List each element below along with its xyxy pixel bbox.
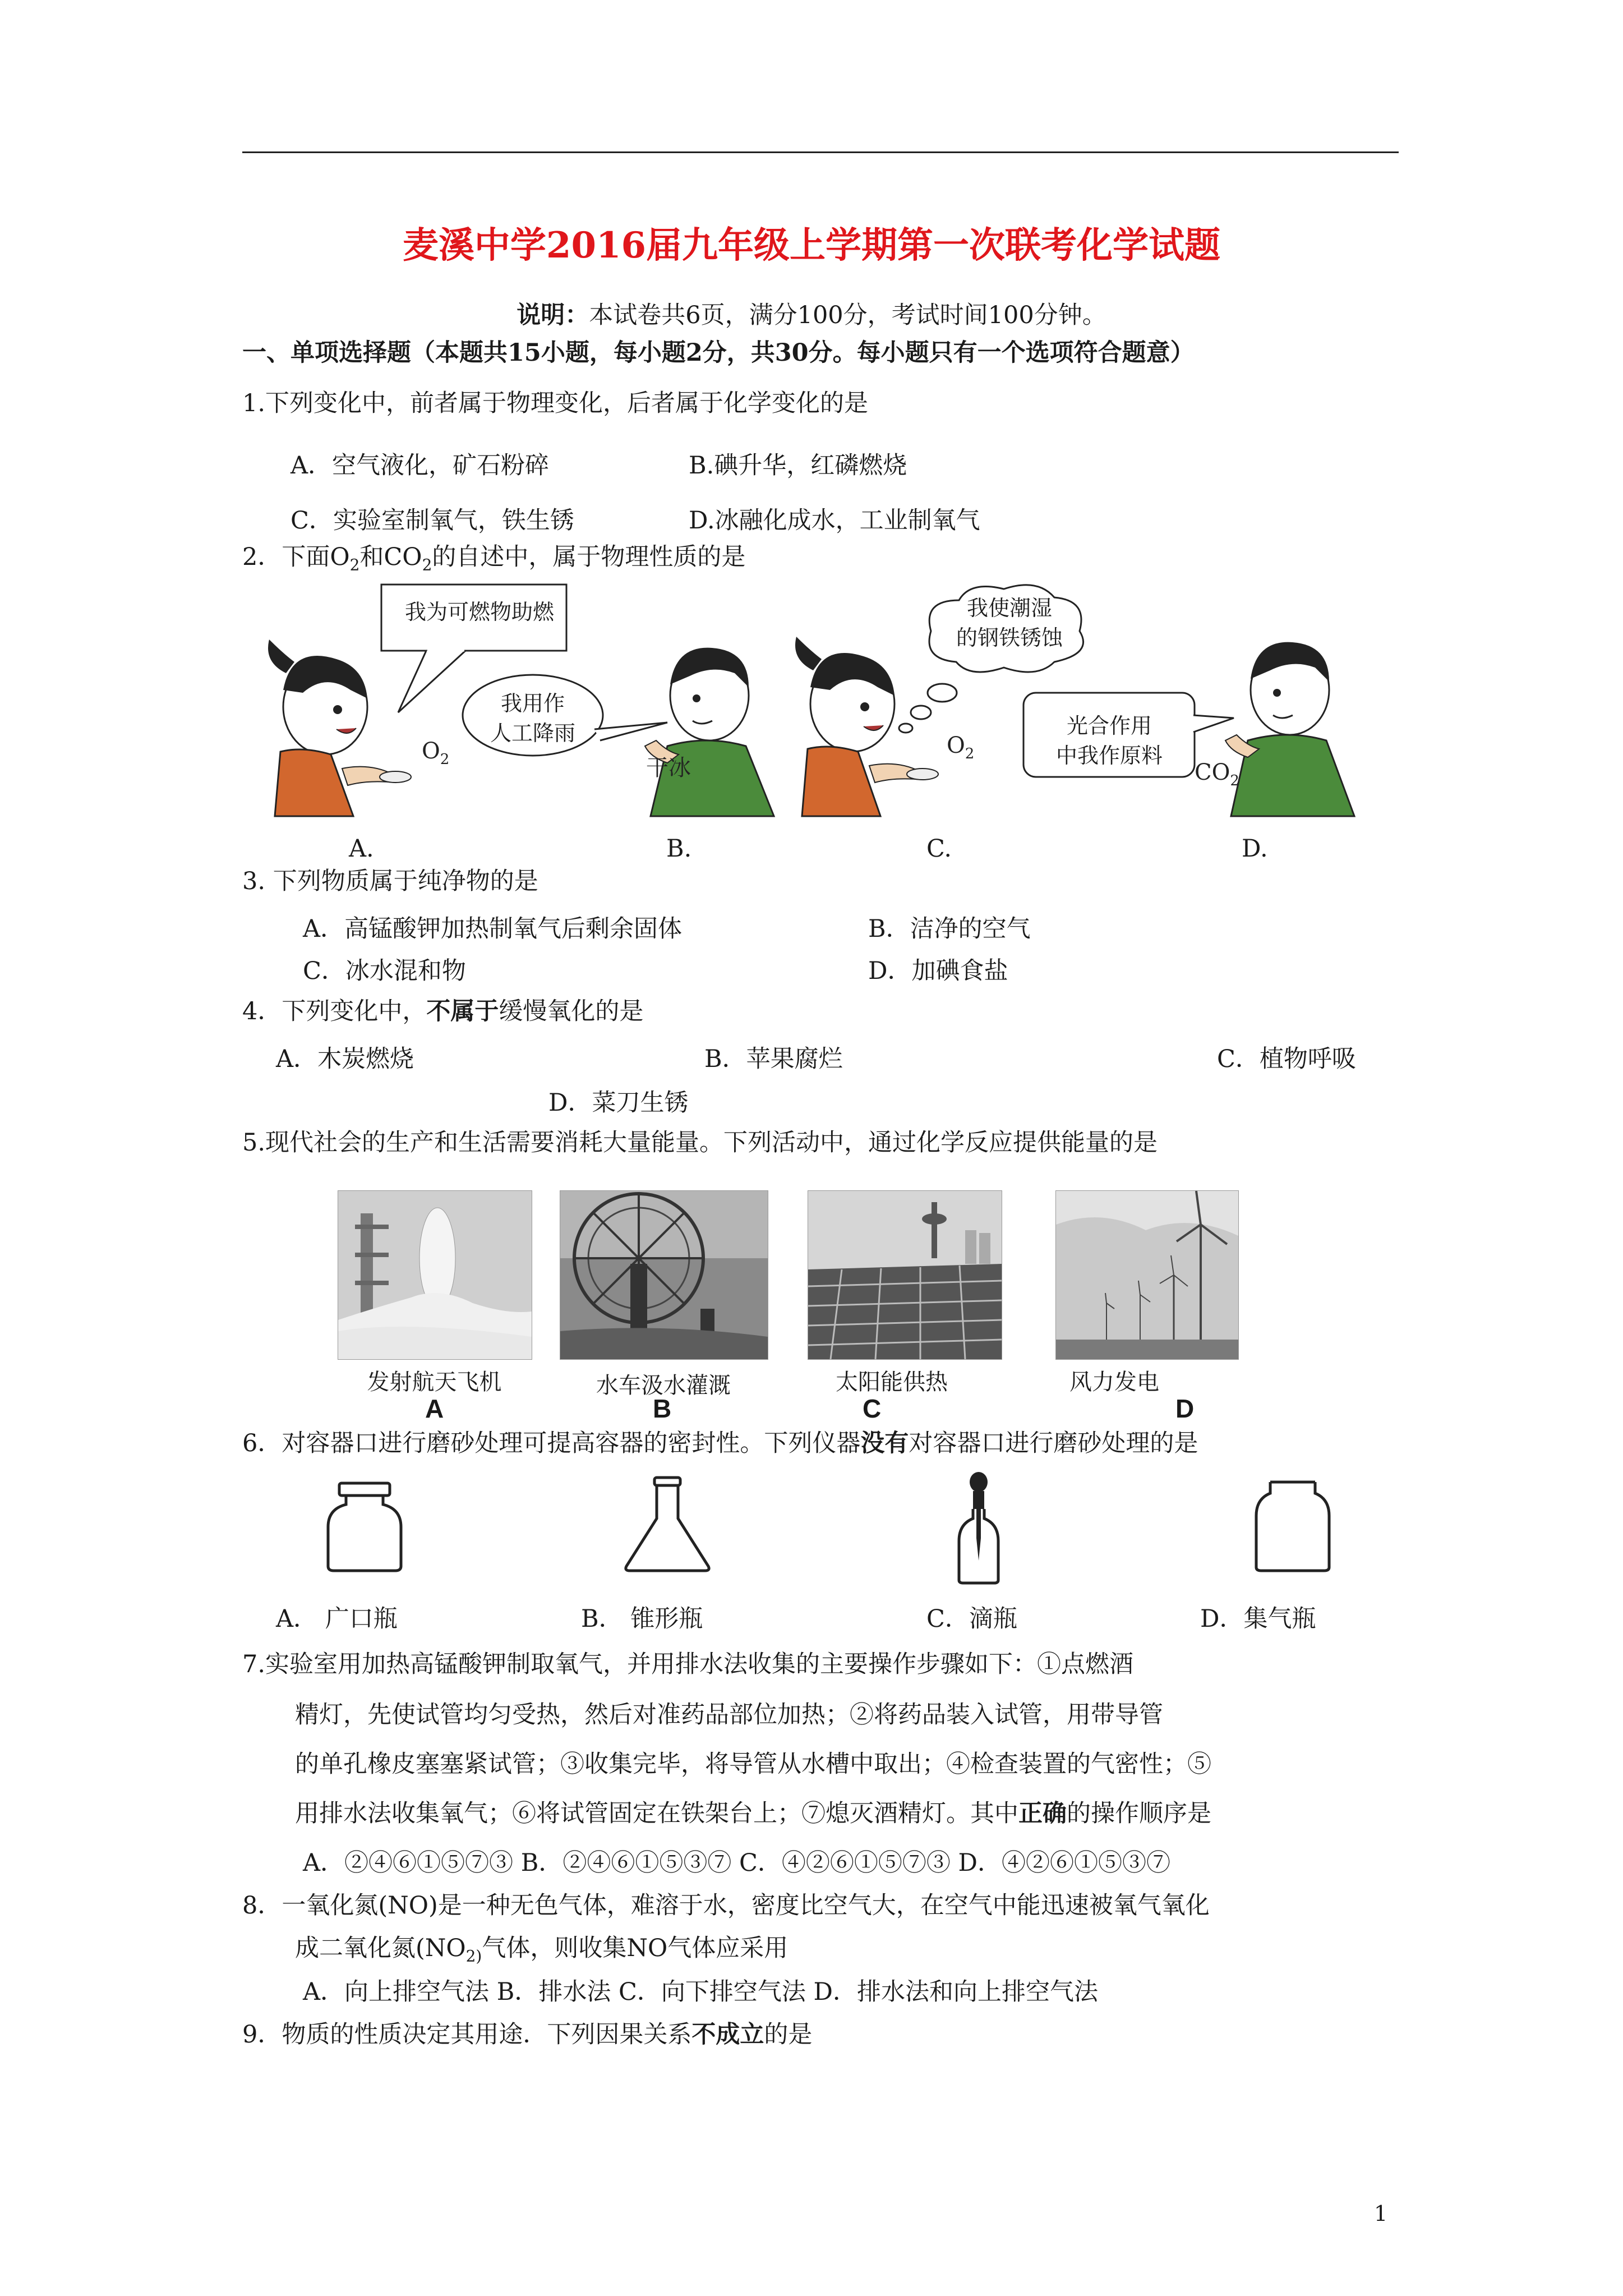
- q5-stem: 5.现代社会的生产和生活需要消耗大量能量。下列活动中，通过化学反应提供能量的是: [242, 1129, 1158, 1157]
- q3-option-b: B．洁净的空气: [868, 915, 1031, 943]
- q5-caption-c: 太阳能供热: [836, 1369, 948, 1395]
- q2-option-b: B.: [666, 835, 692, 863]
- q5-letter-d: D: [1175, 1394, 1195, 1423]
- q7-line-4: 用排水法收集氧气；⑥将试管固定在铁架台上；⑦熄灭酒精灯。其中正确的操作顺序是: [295, 1800, 1211, 1828]
- q8-line-2: 成二氧化氮($NO_{2)}$气体，则收集NO气体应采用: [295, 1934, 789, 1966]
- q3-option-d: D．加碘食盐: [868, 957, 1008, 985]
- q6-stem: 6．对容器口进行磨砂处理可提高容器的密封性。下列仪器没有对容器口进行磨砂处理的是: [242, 1429, 1198, 1457]
- boy-d-figure: [1225, 642, 1354, 816]
- q6-option-c: C．滴瓶: [926, 1605, 1017, 1633]
- q5-caption-b: 水车汲水灌溉: [596, 1373, 731, 1398]
- q7-line-3: 的单孔橡皮塞塞紧试管；③收集完毕，将导管从水槽中取出；④检查装置的气密性；⑤: [295, 1750, 1211, 1778]
- boy-b-figure: [645, 648, 774, 816]
- section-heading: 一、单项选择题（本题共15小题，每小题2分，共30分。每小题只有一个选项符合题意）: [242, 339, 1195, 367]
- gas-collecting-bottle-icon: [1256, 1482, 1329, 1571]
- exam-note: [0, 296, 1623, 330]
- label-dry-ice: 干冰: [646, 755, 691, 781]
- bubble-d-text: 光合作用 中我作原料: [1055, 714, 1163, 769]
- label-co2-d: $CO_2$: [1195, 760, 1239, 789]
- q5-letter-a: A: [425, 1394, 444, 1423]
- q8-line-1: 8．一氧化氮(NO)是一种无色气体，难溶于水，密度比空气大，在空气中能迅速被氧气氧化: [242, 1892, 1210, 1920]
- q1-option-b: B.碘升华，红磷燃烧: [689, 452, 907, 480]
- q7-options: A．②④⑥①⑤⑦③ B．②④⑥①⑤③⑦ C．④②⑥①⑤⑦③ D．④②⑥①⑤③⑦: [303, 1849, 1171, 1877]
- q3-option-c: C．冰水混和物: [303, 957, 466, 985]
- bubble-c-text: 我使潮湿 的钢铁锈蚀: [956, 596, 1063, 651]
- label-o2-c: $O_2$: [947, 733, 975, 762]
- note-text: 本试卷共6页，满分100分，考试时间100分钟。: [589, 301, 1106, 329]
- page-title: 麦溪中学2016届九年级上学期第一次联考化学试题: [402, 224, 1221, 266]
- q2-option-d: D.: [1242, 835, 1268, 863]
- q6-glassware: [322, 1471, 1360, 1594]
- q4-option-b: B．苹果腐烂: [704, 1045, 843, 1073]
- girl-c-figure: [795, 637, 938, 816]
- q6-option-d: D．集气瓶: [1200, 1605, 1316, 1633]
- q5-caption-a: 发射航天飞机: [367, 1369, 502, 1395]
- q2-option-c: C.: [926, 835, 952, 863]
- q4-option-c: C．植物呼吸: [1217, 1045, 1356, 1073]
- q6-option-b: B． 锥形瓶: [581, 1605, 703, 1633]
- q5-letter-b: B: [653, 1394, 672, 1423]
- q2-stem: 2．下面$O_2$和$CO_2$的自述中，属于物理性质的是: [242, 543, 746, 574]
- photo-water-wheel: [560, 1190, 768, 1360]
- q3-stem: 3. 下列物质属于纯净物的是: [242, 867, 538, 895]
- q1-stem: 1.下列变化中，前者属于物理变化，后者属于化学变化的是: [242, 389, 869, 417]
- q1-option-d: D.冰融化成水，工业制氧气: [689, 507, 980, 535]
- q7-line-1: 7.实验室用加热高锰酸钾制取氧气，并用排水法收集的主要操作步骤如下：①点燃酒: [242, 1650, 1134, 1678]
- q3-option-a: A．高锰酸钾加热制氧气后剩余固体: [303, 915, 683, 943]
- wide-mouth-bottle-icon: [328, 1483, 401, 1571]
- dropper-bottle-icon: [959, 1472, 998, 1583]
- note-label: 说明：: [517, 301, 589, 329]
- q1-option-a: A．空气液化，矿石粉碎: [291, 452, 550, 480]
- bubble-b-text: 我用作 人工降雨: [490, 691, 575, 746]
- page-number: 1: [1374, 2201, 1388, 2226]
- q7-line-2: 精灯，先使试管均匀受热，然后对准药品部位加热；②将药品装入试管，用带导管: [295, 1701, 1163, 1729]
- header-rule: [242, 151, 1399, 153]
- bubble-a-text: 我为可燃物助燃: [404, 600, 554, 624]
- photo-wind-turbines: [1055, 1190, 1239, 1360]
- photo-solar-heating: [808, 1190, 1002, 1360]
- q8-options: A．向上排空气法 B．排水法 C．向下排空气法 D．排水法和向上排空气法: [303, 1978, 1099, 2006]
- q9-stem: 9．物质的性质决定其用途．下列因果关系不成立的是: [242, 2021, 813, 2049]
- girl-a-figure: [268, 639, 411, 816]
- q2-option-a: A.: [349, 835, 374, 863]
- q5-caption-d: 风力发电: [1069, 1369, 1159, 1395]
- q4-option-d: D．菜刀生锈: [548, 1089, 689, 1117]
- label-o2-a: $O_2$: [422, 738, 450, 768]
- q4-option-a: A．木炭燃烧: [276, 1045, 414, 1073]
- q5-letter-c: C: [863, 1394, 882, 1423]
- q4-stem: 4．下列变化中，不属于缓慢氧化的是: [242, 997, 644, 1025]
- photo-shuttle-launch: [338, 1190, 532, 1360]
- conical-flask-icon: [626, 1478, 709, 1571]
- q6-option-a: A． 广口瓶: [276, 1605, 398, 1633]
- q1-option-c: C．实验室制氧气，铁生锈: [291, 507, 574, 535]
